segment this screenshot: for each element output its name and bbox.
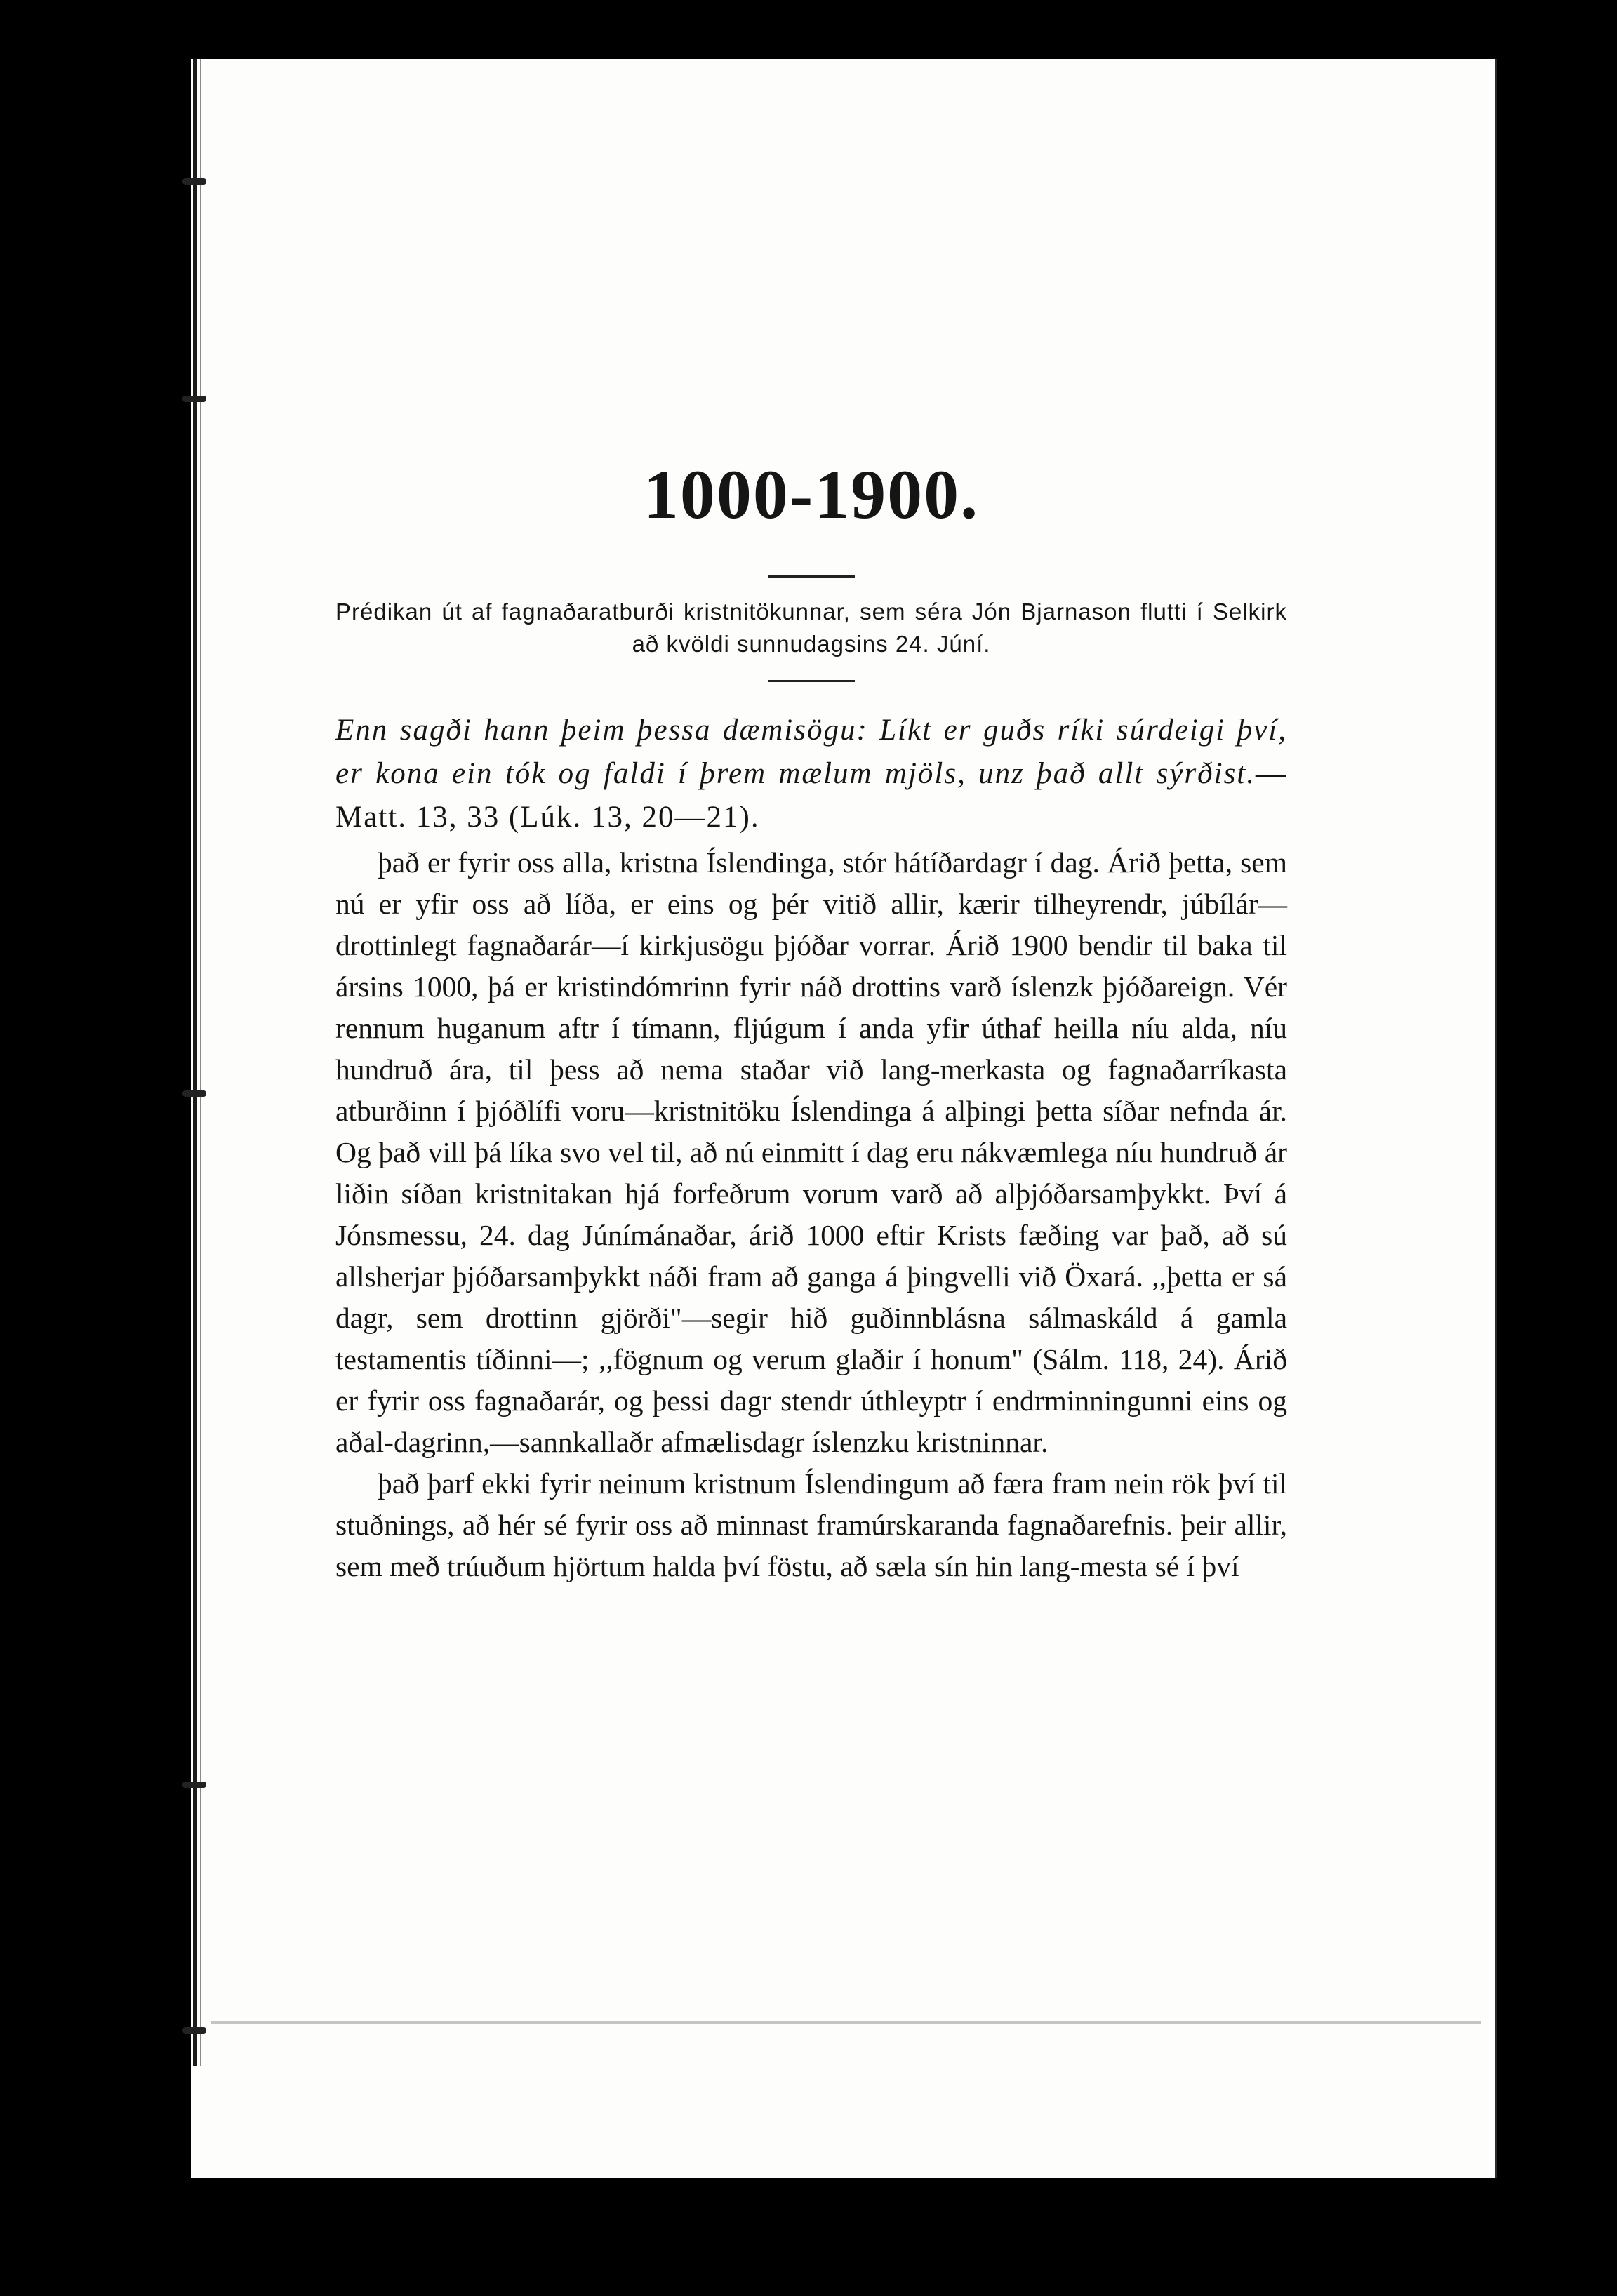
- binding-stitch: [182, 2027, 206, 2034]
- body-paragraph: það er fyrir oss alla, kristna Íslendinga, stór hátíðardagr í dag. Árið þetta, sem nú er yfir oss að líða, er eins og þér vitið allir, kærir tilheyrendr, júbílár—drottinlegt fagnaðarár—í kirkjusögu þjóðar vorrar. Árið 1900 bendir til baka til ársins 1000, þá er kristindómrinn fyrir náð drottins varð íslenzk þjóðareign. Vér rennum huganum aftr í tímann, fljúgum í anda yfir úthaf heilla níu alda, níu hundruð ára, til þess að nema staðar við lang-merkasta og fagnaðarríkasta atburðinn í þjóðlífi voru—kristnitöku Íslendinga á alþingi þetta síðar nefnda ár. Og það vill þá líka svo vel til, að nú einmitt í dag eru nákvæmlega níu hundruð ár liðin síðan kristnitakan hjá forfeðrum vorum varð að alþjóðarsamþykkt. Því á Jónsmessu, 24. dag Júnímánaðar, árið 1000 eftir Krists fæðing var það, að sú allsherjar þjóðarsamþykkt náði fram að ganga á þingvelli við Öxará. ,,þetta er sá dagr, sem drottinn gjörði"—segir hið guðinnblásna sálmaskáld á gamla testamentis tíðinni—; ,,fögnum og verum glaðir í honum" (Sálm. 118, 24). Árið er fyrir oss fagnaðarár, og þessi dagr stendr úthleyptr í endrminningunni eins og aðal-dagrinn,—sannkallaðr afmælisdagr íslenzku kristninnar.: [335, 846, 1287, 1458]
- binding-rail-shadow: [200, 59, 201, 2066]
- page-content: [335, 449, 1287, 1587]
- sermon-body: [335, 842, 1287, 1587]
- book-binding: [178, 59, 211, 2066]
- scripture-motto: [335, 709, 1287, 839]
- binding-stitch: [182, 1090, 206, 1097]
- motto-reference: —Matt. 13, 33 (Lúk. 13, 20—21).: [335, 757, 1287, 834]
- title-rule: [768, 575, 855, 578]
- body-paragraph: það þarf ekki fyrir neinum kristnum Íslendingum að færa fram nein rök því til stuðnings, að hér sé fyrir oss að minnast framúrskaranda fagnaðarefnis. þeir allir, sem með trúuðum hjörtum halda því föstu, að sæla sín hin lang-mesta sé í því: [335, 1467, 1287, 1582]
- binding-rail: [193, 59, 197, 2066]
- subtitle-rule: [768, 680, 855, 682]
- motto-text: Enn sagði hann þeim þessa dæmisögu: Líkt er guðs ríki súrdeigi því, er kona ein tók og faldi í þrem mælum mjöls, unz það allt sýrðist.: [335, 714, 1287, 790]
- binding-stitch: [182, 1782, 206, 1788]
- binding-stitch: [182, 178, 206, 185]
- page-bottom-edge: [211, 2021, 1481, 2024]
- binding-stitch: [182, 396, 206, 402]
- page-title: 1000-1900.: [643, 455, 980, 533]
- sermon-subtitle: Prédikan út af fagnaðaratburði kristnitökunnar, sem séra Jón Bjarnason flutti í Selkirk að kvöldi sunnudagsins 24. Júní.: [335, 599, 1287, 657]
